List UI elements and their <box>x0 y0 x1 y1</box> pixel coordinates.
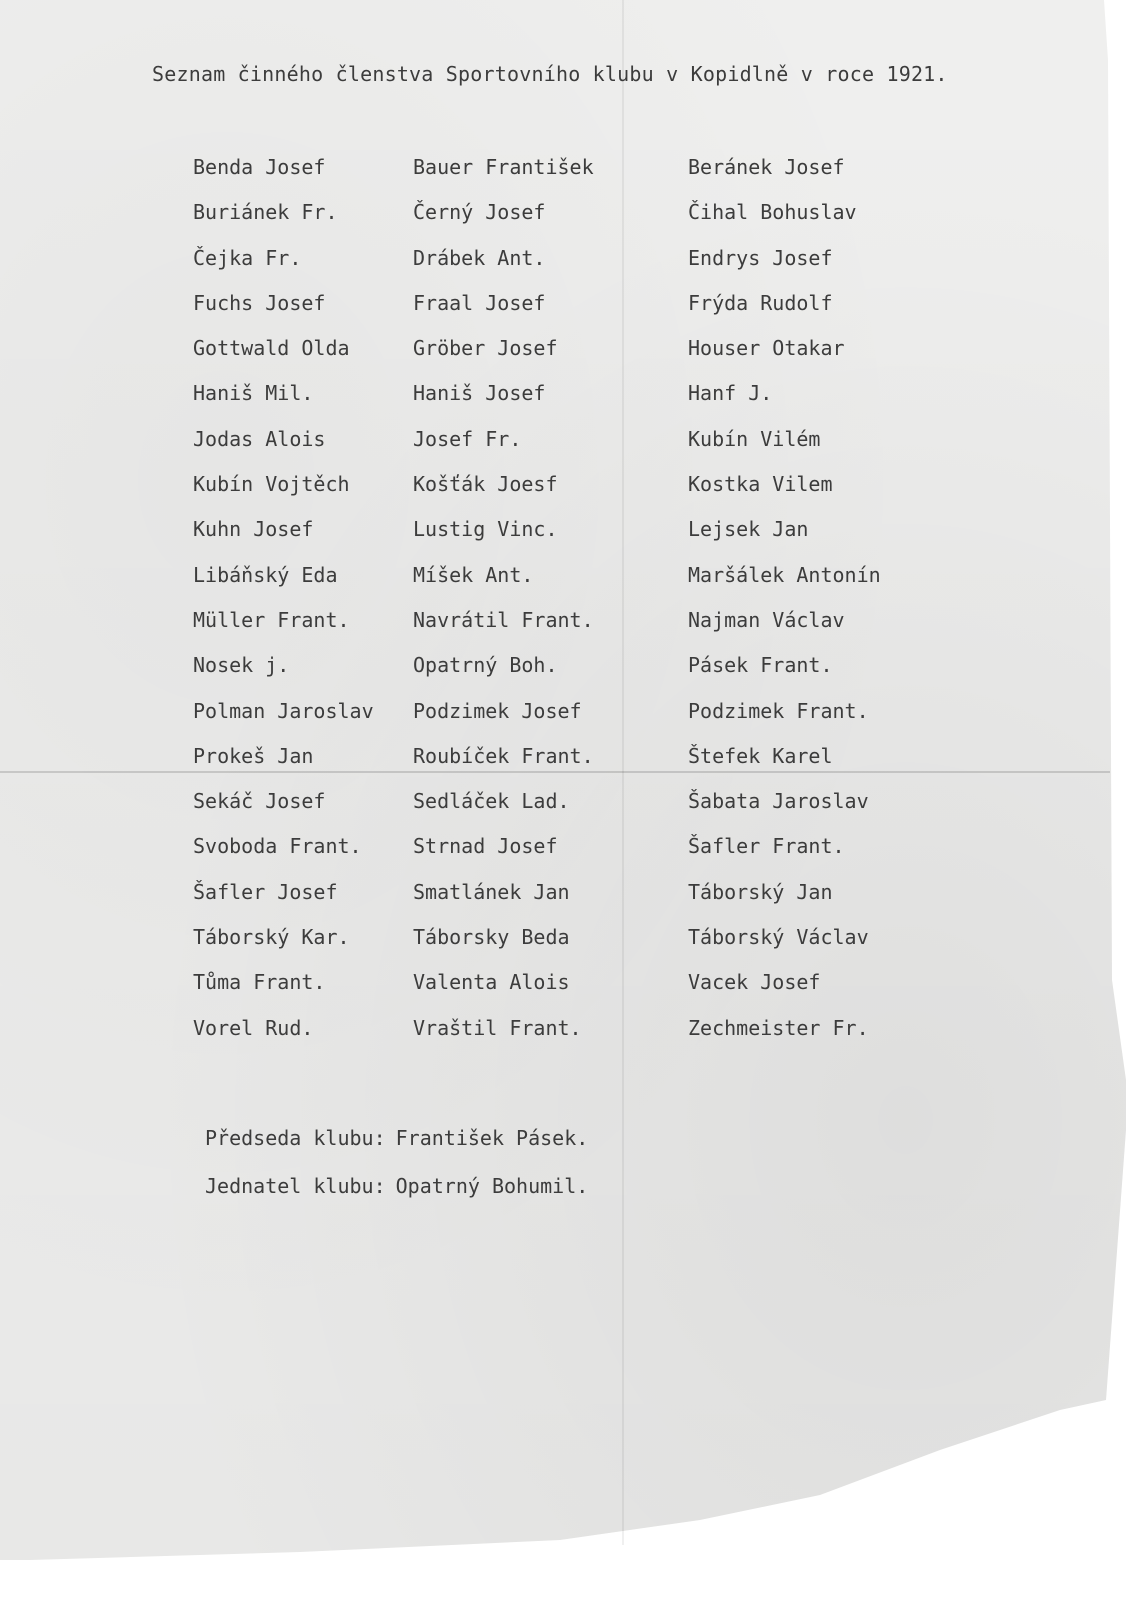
member-name: Buriánek Fr. <box>193 200 338 225</box>
member-name: Endrys Josef <box>688 245 833 270</box>
member-name: Strnad Josef <box>413 834 558 859</box>
member-name: Navrátil Frant. <box>413 607 594 632</box>
member-name: Čihal Bohuslav <box>688 200 857 225</box>
member-name: Frýda Rudolf <box>688 290 833 315</box>
member-column-2 <box>413 155 594 1061</box>
member-name: Táborsky Beda <box>413 925 570 950</box>
member-name: Müller Frant. <box>193 607 350 632</box>
member-name: Smatlánek Jan <box>413 879 570 904</box>
member-name: Drábek Ant. <box>413 245 546 270</box>
member-name: Zechmeister Fr. <box>688 1015 869 1040</box>
member-name: Josef Fr. <box>413 426 522 451</box>
member-name: Kubín Vilém <box>688 426 821 451</box>
member-name: Gottwald Olda <box>193 336 350 361</box>
member-name: Haniš Mil. <box>193 381 314 406</box>
member-name: Jodas Alois <box>193 426 326 451</box>
member-name: Štefek Karel <box>688 743 833 768</box>
member-name: Benda Josef <box>193 155 326 179</box>
member-name: Bauer František <box>413 155 594 179</box>
member-name: Libáňský Eda <box>193 562 338 587</box>
member-name: Šafler Frant. <box>688 834 845 859</box>
member-name: Roubíček Frant. <box>413 743 594 768</box>
member-name: Hanf J. <box>688 381 773 406</box>
member-name: Gröber Josef <box>413 336 558 361</box>
member-name: Sekáč Josef <box>193 789 326 814</box>
member-name: Šafler Josef <box>193 879 338 904</box>
member-name: Táborský Václav <box>688 925 869 950</box>
member-name: Valenta Alois <box>413 970 570 995</box>
member-name: Houser Otakar <box>688 336 845 361</box>
member-name: Kuhn Josef <box>193 517 314 542</box>
secretary-line <box>205 1174 588 1198</box>
member-column-3 <box>688 155 881 1061</box>
member-name: Táborský Kar. <box>193 925 350 950</box>
member-name: Šabata Jaroslav <box>688 789 869 814</box>
member-name: Lustig Vinc. <box>413 517 558 542</box>
member-name: Sedláček Lad. <box>413 789 570 814</box>
member-name: Fuchs Josef <box>193 290 326 315</box>
member-name: Vraštil Frant. <box>413 1015 582 1040</box>
chairman-name: František Pásek. <box>395 1126 589 1150</box>
member-name: Haniš Josef <box>413 381 546 406</box>
member-name: Svoboda Frant. <box>193 834 362 859</box>
member-name: Polman Jaroslav <box>193 698 374 723</box>
member-column-1 <box>193 155 374 1061</box>
member-name: Vacek Josef <box>688 970 821 995</box>
secretary-name: Opatrný Bohumil. <box>395 1174 589 1198</box>
member-name: Čejka Fr. <box>193 245 302 270</box>
member-name: Táborský Jan <box>688 879 833 904</box>
member-name: Kubín Vojtěch <box>193 472 350 497</box>
document-title: Seznam činného členstva Sportovního klubu v Kopidlně v roce 1921. <box>152 62 948 86</box>
member-name: Vorel Rud. <box>193 1015 314 1040</box>
member-name: Nosek j. <box>193 653 290 678</box>
member-name: Kostka Vilem <box>688 472 833 497</box>
member-name: Košťák Joesf <box>413 472 558 497</box>
member-name: Míšek Ant. <box>413 562 534 587</box>
member-name: Podzimek Josef <box>413 698 582 723</box>
member-name: Najman Václav <box>688 607 845 632</box>
member-name: Černý Josef <box>413 200 546 225</box>
chairman-label: Předseda klubu: <box>205 1126 386 1150</box>
member-name: Opatrný Boh. <box>413 653 558 678</box>
member-name: Podzimek Frant. <box>688 698 869 723</box>
chairman-line <box>205 1126 588 1150</box>
member-name: Fraal Josef <box>413 290 546 315</box>
member-name: Prokeš Jan <box>193 743 314 768</box>
member-name: Lejsek Jan <box>688 517 809 542</box>
member-name: Maršálek Antonín <box>688 562 881 587</box>
member-name: Pásek Frant. <box>688 653 833 678</box>
member-name: Tůma Frant. <box>193 970 326 995</box>
member-name: Beránek Josef <box>688 155 845 179</box>
secretary-label: Jednatel klubu: <box>205 1174 386 1198</box>
